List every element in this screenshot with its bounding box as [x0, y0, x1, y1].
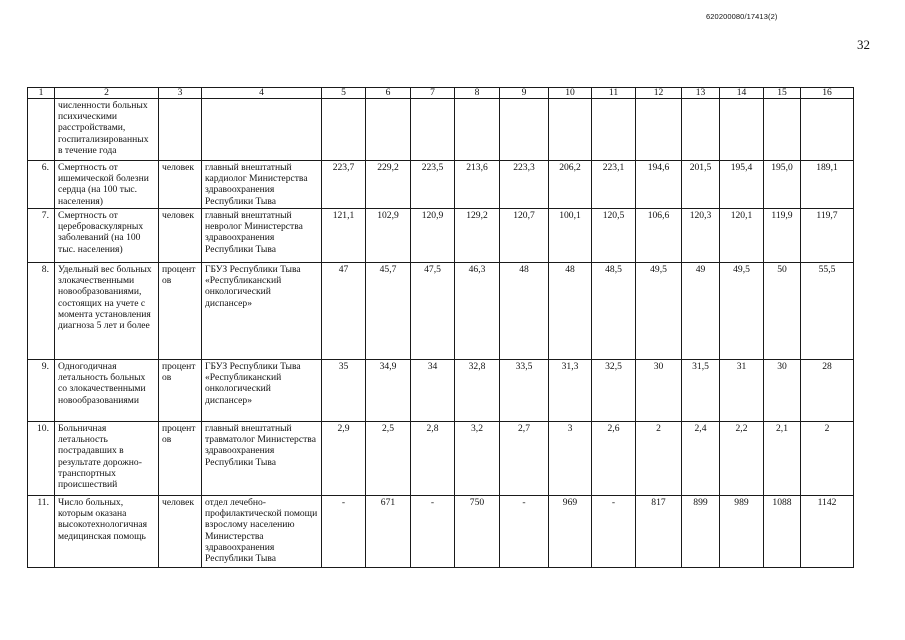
column-number: 16 — [801, 88, 854, 99]
indicator-value: 32,5 — [592, 360, 636, 422]
indicator-name: Удельный вес больных злокачественными новообразованиями, состоящих на учете с момента установления диагноза 5 лет и более — [55, 263, 159, 360]
responsible-party — [202, 99, 322, 161]
indicator-value: 2,1 — [764, 422, 801, 496]
indicator-value: 48 — [500, 263, 549, 360]
indicator-value: 213,6 — [455, 161, 500, 209]
indicator-value: 119,7 — [801, 209, 854, 263]
indicator-value: 223,1 — [592, 161, 636, 209]
row-number: 10. — [28, 422, 55, 496]
row-number — [28, 99, 55, 161]
indicator-value: 46,3 — [455, 263, 500, 360]
indicator-value — [549, 99, 592, 161]
indicator-name: Число больных, которым оказана высокотехнологичная медицинская помощь — [55, 496, 159, 568]
indicator-value: 34,9 — [366, 360, 411, 422]
indicator-value — [411, 99, 455, 161]
unit-of-measure: человек — [159, 209, 202, 263]
indicator-value: 45,7 — [366, 263, 411, 360]
indicator-value: 2,4 — [682, 422, 720, 496]
indicator-value: 201,5 — [682, 161, 720, 209]
indicator-value: 189,1 — [801, 161, 854, 209]
indicator-value — [682, 99, 720, 161]
indicator-value: 35 — [322, 360, 366, 422]
unit-of-measure: процентов — [159, 360, 202, 422]
indicator-value: - — [592, 496, 636, 568]
indicator-value: 3 — [549, 422, 592, 496]
document-code: 620200080/17413(2) — [706, 12, 778, 21]
indicator-value: 223,5 — [411, 161, 455, 209]
table-row — [28, 209, 854, 263]
indicator-value: 48 — [549, 263, 592, 360]
column-number: 15 — [764, 88, 801, 99]
indicator-value: 206,2 — [549, 161, 592, 209]
indicator-value: - — [411, 496, 455, 568]
indicator-value: 120,1 — [720, 209, 764, 263]
column-number: 12 — [636, 88, 682, 99]
indicator-value: 30 — [636, 360, 682, 422]
indicator-value: 31,5 — [682, 360, 720, 422]
indicator-value: 671 — [366, 496, 411, 568]
indicator-value: 121,1 — [322, 209, 366, 263]
indicator-name: Одногодичная летальность больных со злокачественными новообразованиями — [55, 360, 159, 422]
indicator-value: 2 — [801, 422, 854, 496]
indicator-value: 106,6 — [636, 209, 682, 263]
page-number: 32 — [857, 37, 870, 52]
row-number: 8. — [28, 263, 55, 360]
row-number: 9. — [28, 360, 55, 422]
indicator-value — [801, 99, 854, 161]
indicator-value: 223,3 — [500, 161, 549, 209]
indicator-value: 1088 — [764, 496, 801, 568]
indicator-value: 2,9 — [322, 422, 366, 496]
indicator-value — [322, 99, 366, 161]
responsible-party: ГБУЗ Республики Тыва «Республиканский онкологический диспансер» — [202, 360, 322, 422]
indicator-value — [764, 99, 801, 161]
column-number: 9 — [500, 88, 549, 99]
table-row — [28, 99, 854, 161]
indicator-value: 31,3 — [549, 360, 592, 422]
indicator-value: 989 — [720, 496, 764, 568]
table-row — [28, 360, 854, 422]
indicator-value: 195,4 — [720, 161, 764, 209]
indicator-value: 2,6 — [592, 422, 636, 496]
indicator-value: 47 — [322, 263, 366, 360]
indicator-value: 49 — [682, 263, 720, 360]
indicator-value: 49,5 — [636, 263, 682, 360]
indicator-value: 229,2 — [366, 161, 411, 209]
indicator-value: - — [322, 496, 366, 568]
indicator-value: 129,2 — [455, 209, 500, 263]
indicator-value: 2,5 — [366, 422, 411, 496]
indicator-value: 1142 — [801, 496, 854, 568]
responsible-party: главный внештатный невролог Министерства здравоохранения Республики Тыва — [202, 209, 322, 263]
indicator-value: 49,5 — [720, 263, 764, 360]
indicator-value: 223,7 — [322, 161, 366, 209]
column-number: 1 — [28, 88, 55, 99]
indicator-name: Смертность от ишемической болезни сердца (на 100 тыс. населения) — [55, 161, 159, 209]
indicator-value: 33,5 — [500, 360, 549, 422]
column-number: 4 — [202, 88, 322, 99]
unit-of-measure: процентов — [159, 422, 202, 496]
indicator-value — [500, 99, 549, 161]
column-number: 11 — [592, 88, 636, 99]
unit-of-measure: человек — [159, 161, 202, 209]
row-number: 7. — [28, 209, 55, 263]
unit-of-measure: процентов — [159, 263, 202, 360]
responsible-party: отдел лечебно-профилактической помощи взрослому населению Министерства здравоохранения Республики Тыва — [202, 496, 322, 568]
indicator-value — [636, 99, 682, 161]
indicator-value: 120,3 — [682, 209, 720, 263]
indicator-value: 28 — [801, 360, 854, 422]
row-number: 11. — [28, 496, 55, 568]
indicator-value: 102,9 — [366, 209, 411, 263]
table-row — [28, 263, 854, 360]
responsible-party: ГБУЗ Республики Тыва «Республиканский онкологический диспансер» — [202, 263, 322, 360]
column-number: 13 — [682, 88, 720, 99]
table-row — [28, 496, 854, 568]
column-number: 10 — [549, 88, 592, 99]
indicator-value — [720, 99, 764, 161]
indicator-value: 817 — [636, 496, 682, 568]
indicator-value: 2,7 — [500, 422, 549, 496]
indicator-value: 120,7 — [500, 209, 549, 263]
indicator-value: 31 — [720, 360, 764, 422]
indicator-value: 50 — [764, 263, 801, 360]
column-number: 8 — [455, 88, 500, 99]
indicator-value: 195,0 — [764, 161, 801, 209]
indicator-value: 2 — [636, 422, 682, 496]
indicator-name: Смертность от цереброваскулярных заболеваний (на 100 тыс. населения) — [55, 209, 159, 263]
indicator-value: 120,5 — [592, 209, 636, 263]
column-number: 3 — [159, 88, 202, 99]
indicator-value: - — [500, 496, 549, 568]
indicator-value: 30 — [764, 360, 801, 422]
indicator-value: 100,1 — [549, 209, 592, 263]
indicator-value: 750 — [455, 496, 500, 568]
indicator-value: 32,8 — [455, 360, 500, 422]
table-row — [28, 422, 854, 496]
responsible-party: главный внештатный кардиолог Министерства здравоохранения Республики Тыва — [202, 161, 322, 209]
table-row — [28, 161, 854, 209]
row-number: 6. — [28, 161, 55, 209]
column-number: 6 — [366, 88, 411, 99]
indicator-value: 3,2 — [455, 422, 500, 496]
unit-of-measure: человек — [159, 496, 202, 568]
indicator-value: 194,6 — [636, 161, 682, 209]
indicator-value: 120,9 — [411, 209, 455, 263]
unit-of-measure — [159, 99, 202, 161]
indicator-value: 119,9 — [764, 209, 801, 263]
indicator-value — [455, 99, 500, 161]
indicator-value: 2,8 — [411, 422, 455, 496]
indicator-value: 2,2 — [720, 422, 764, 496]
column-number-row — [28, 88, 854, 99]
indicator-value: 969 — [549, 496, 592, 568]
indicator-value: 55,5 — [801, 263, 854, 360]
indicator-value — [366, 99, 411, 161]
indicator-value: 34 — [411, 360, 455, 422]
indicator-name: Больничная летальность пострадавших в результате дорожно-транспортных происшествий — [55, 422, 159, 496]
indicator-value: 47,5 — [411, 263, 455, 360]
responsible-party: главный внештатный травматолог Министерства здравоохранения Республики Тыва — [202, 422, 322, 496]
indicator-value — [592, 99, 636, 161]
column-number: 5 — [322, 88, 366, 99]
column-number: 2 — [55, 88, 159, 99]
indicator-name: численности больных психическими расстройствами, госпитализированных в течение года — [55, 99, 159, 161]
indicator-value: 48,5 — [592, 263, 636, 360]
indicators-table — [27, 87, 854, 568]
column-number: 14 — [720, 88, 764, 99]
column-number: 7 — [411, 88, 455, 99]
indicator-value: 899 — [682, 496, 720, 568]
